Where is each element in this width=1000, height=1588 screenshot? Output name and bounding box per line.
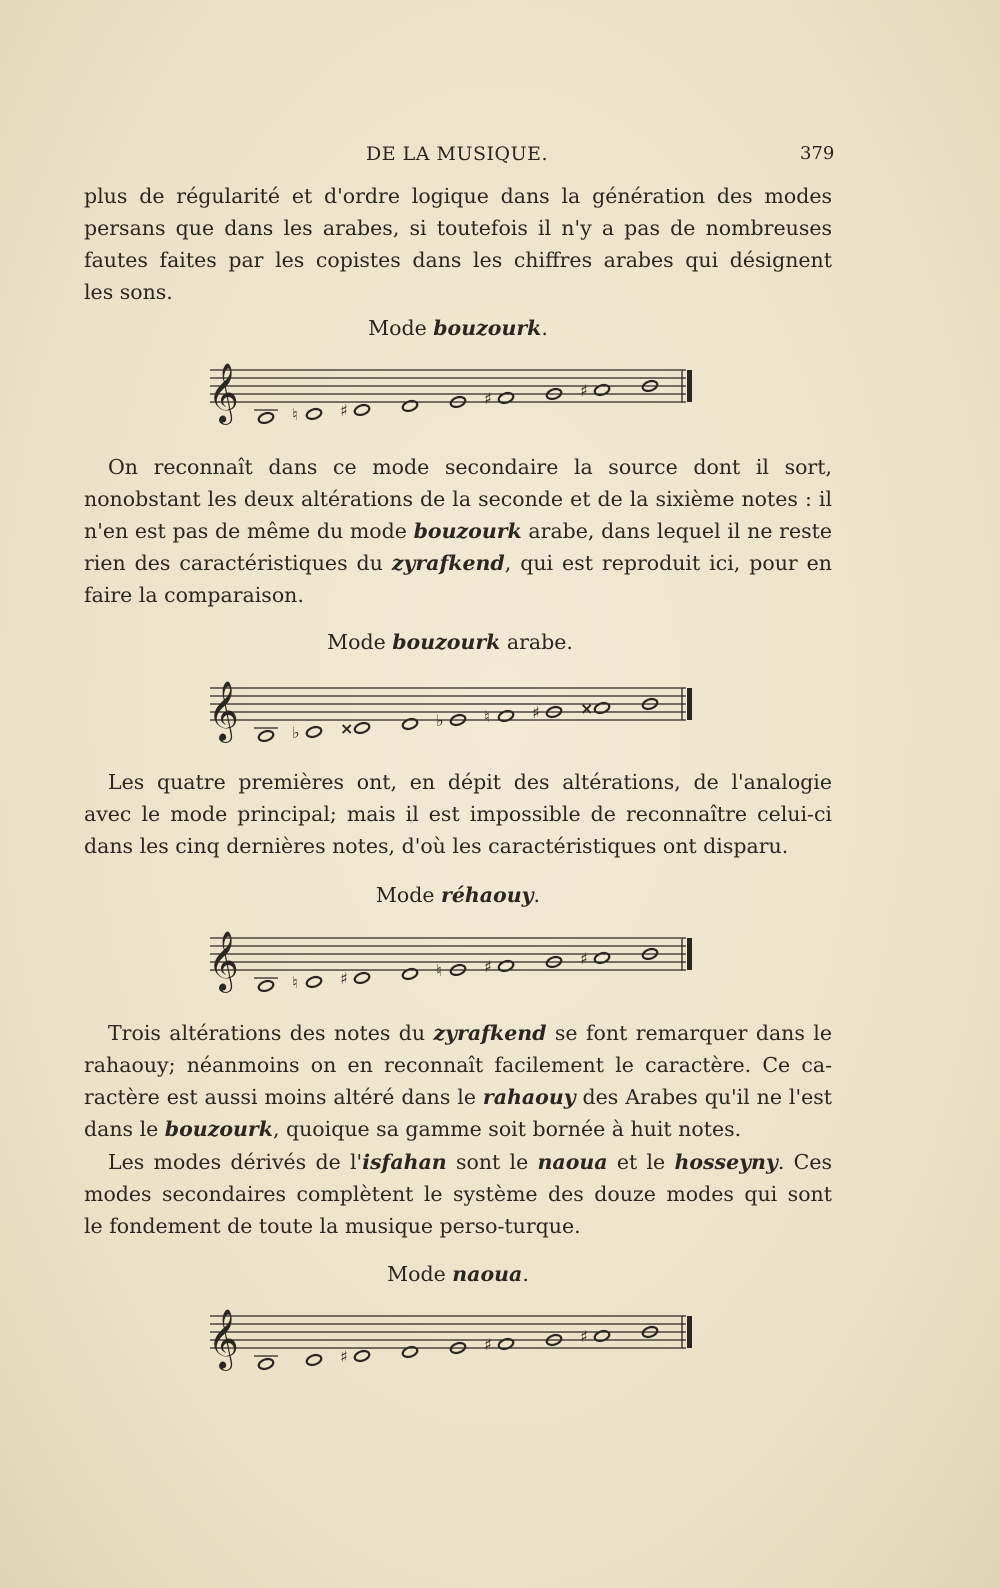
caption-prefix: Mode (368, 316, 434, 340)
text-run: nonobstant les deux altérations de la seconde et de la sixième notes : il (84, 487, 832, 511)
text-run: rahaouy; néanmoins on en reconnaît facilement le caractère. Ce ca- (84, 1053, 832, 1077)
whole-note (257, 729, 274, 742)
caption-mode-naoua (0, 1262, 916, 1286)
text-run: . Ces (777, 1150, 832, 1174)
text-line (84, 1017, 832, 1049)
whole-note (593, 1329, 610, 1342)
text-run: n'en est pas de même du mode (84, 519, 414, 543)
natural-icon: ♮ (292, 973, 298, 992)
whole-note (497, 1337, 514, 1350)
whole-note (593, 383, 610, 396)
italic-term: hosseyny (674, 1150, 778, 1174)
page-number: 379 (800, 143, 835, 164)
treble-clef-icon: 𝄞 (208, 681, 239, 741)
final-barline (687, 370, 692, 402)
text-line (84, 1049, 832, 1081)
text-run: des Arabes qu'il ne l'est (575, 1085, 832, 1109)
sharp-icon: ♯ (340, 1347, 348, 1366)
caption-prefix: Mode (327, 630, 393, 654)
text-line (84, 766, 832, 798)
caption-suffix: . (522, 1262, 529, 1286)
text-line (84, 1210, 832, 1242)
caption-name: naoua (452, 1262, 523, 1286)
whole-note (305, 725, 322, 738)
paragraph-4 (84, 1017, 832, 1145)
sharp-icon: ♯ (580, 1327, 588, 1346)
whole-note (593, 701, 610, 714)
whole-note (401, 967, 418, 980)
sharp-icon: ♯ (532, 703, 540, 722)
text-run: persans que dans les arabes, si toutefois il n'y a pas de nombreuses (84, 216, 832, 240)
whole-note (353, 971, 370, 984)
text-run: Les quatre premières ont, en dépit des altérations, de l'analogie (108, 770, 832, 794)
caption-suffix: . (541, 316, 548, 340)
x-icon: × (580, 699, 594, 718)
treble-clef-icon: 𝄞 (208, 1309, 239, 1369)
whole-note (401, 1345, 418, 1358)
text-line (84, 212, 832, 244)
text-run: ractère est aussi moins altéré dans le (84, 1085, 483, 1109)
text-run: et le (607, 1150, 675, 1174)
sharp-icon: ♯ (484, 957, 492, 976)
text-line (84, 515, 832, 547)
paragraph-3 (84, 766, 832, 862)
text-run: avec le mode principal; mais il est impossible de reconnaître celui-ci (84, 802, 832, 826)
italic-term: zyrafkend (433, 1021, 547, 1045)
sharp-icon: ♯ (340, 401, 348, 420)
whole-note (401, 399, 418, 412)
final-barline (687, 938, 692, 970)
text-line (84, 830, 832, 862)
whole-note (257, 979, 274, 992)
final-barline (687, 688, 692, 720)
whole-note (497, 709, 514, 722)
whole-note (497, 959, 514, 972)
whole-note (593, 951, 610, 964)
staff-mode-naoua (206, 1304, 700, 1394)
flat-icon: ♭ (436, 711, 444, 730)
whole-note (305, 407, 322, 420)
caption-suffix: . (533, 883, 541, 907)
text-run: le fondement de toute la musique perso-turque. (84, 1214, 581, 1238)
whole-note (353, 403, 370, 416)
staff-mode-bouzourk-arabe (206, 676, 700, 766)
text-line (84, 579, 832, 611)
sharp-icon: ♯ (484, 1335, 492, 1354)
text-run: On reconnaît dans ce mode secondaire la source dont il sort, (108, 455, 832, 479)
natural-icon: ♮ (484, 707, 490, 726)
sharp-icon: ♯ (340, 969, 348, 988)
treble-clef-icon: 𝄞 (208, 931, 239, 991)
text-run: les sons. (84, 280, 173, 304)
natural-icon: ♮ (292, 405, 298, 424)
text-line (84, 276, 832, 308)
whole-note (497, 391, 514, 404)
sharp-icon: ♯ (484, 389, 492, 408)
paragraph-5 (84, 1146, 832, 1242)
text-run: rien des caractéristiques du (84, 551, 392, 575)
text-line (84, 1178, 832, 1210)
text-run: Trois altérations des notes du (108, 1021, 434, 1045)
text-run: se font remarquer dans le (546, 1021, 832, 1045)
caption-prefix: Mode (387, 1262, 453, 1286)
text-run: faire la comparaison. (84, 583, 304, 607)
text-run: Les modes dérivés de l' (108, 1150, 363, 1174)
italic-term: rahaouy (482, 1085, 576, 1109)
text-run: , quoique sa gamme soit bornée à huit notes. (272, 1117, 742, 1141)
italic-term: zyrafkend (391, 551, 505, 575)
text-run: , qui est reproduit ici, pour en (504, 551, 832, 575)
running-header (0, 143, 1000, 167)
flat-icon: ♭ (292, 723, 300, 742)
paragraph-2 (84, 451, 832, 611)
caption-mode-bouzourk (0, 316, 916, 340)
text-run: arabe, dans lequel il ne reste (521, 519, 832, 543)
text-run: dans le (84, 1117, 165, 1141)
staff-mode-bouzourk (206, 358, 700, 448)
whole-note (305, 1353, 322, 1366)
italic-term: naoua (537, 1150, 608, 1174)
whole-note (353, 721, 370, 734)
text-run: modes secondaires complètent le système des douze modes qui sont (84, 1182, 832, 1206)
italic-term: bouzourk (164, 1117, 273, 1141)
whole-note (257, 411, 274, 424)
text-line (84, 547, 832, 579)
natural-icon: ♮ (436, 961, 442, 980)
final-barline (687, 1316, 692, 1348)
caption-prefix: Mode (375, 883, 442, 907)
header-title: DE LA MUSIQUE. (366, 143, 549, 165)
whole-note (401, 717, 418, 730)
italic-term: bouzourk (413, 519, 522, 543)
sharp-icon: ♯ (580, 381, 588, 400)
whole-note (353, 1349, 370, 1362)
caption-mode-rehaouy (0, 883, 916, 907)
paragraph-1 (84, 180, 832, 308)
whole-note (305, 975, 322, 988)
italic-term: isfahan (362, 1150, 447, 1174)
text-run: fautes faites par les copistes dans les chiffres arabes qui désignent (84, 248, 832, 272)
text-line (84, 483, 832, 515)
text-line (84, 1146, 832, 1178)
caption-suffix: arabe. (500, 630, 573, 654)
text-line (84, 180, 832, 212)
sharp-icon: ♯ (580, 949, 588, 968)
caption-name: bouzourk (433, 316, 542, 340)
text-line (84, 451, 832, 483)
text-run: dans les cinq dernières notes, d'où les caractéristiques ont disparu. (84, 834, 789, 858)
text-run: sont le (446, 1150, 538, 1174)
text-line (84, 1081, 832, 1113)
treble-clef-icon: 𝄞 (208, 363, 239, 423)
whole-note (257, 1357, 274, 1370)
text-line (84, 1113, 832, 1145)
staff-mode-rehaouy (206, 926, 700, 1016)
caption-name: réhaouy (441, 883, 534, 907)
text-line (84, 798, 832, 830)
caption-mode-bouzourk-arabe (0, 630, 908, 654)
text-run: plus de régularité et d'ordre logique dans la génération des modes (84, 184, 832, 208)
x-icon: × (340, 719, 354, 738)
caption-name: bouzourk (392, 630, 501, 654)
text-line (84, 244, 832, 276)
